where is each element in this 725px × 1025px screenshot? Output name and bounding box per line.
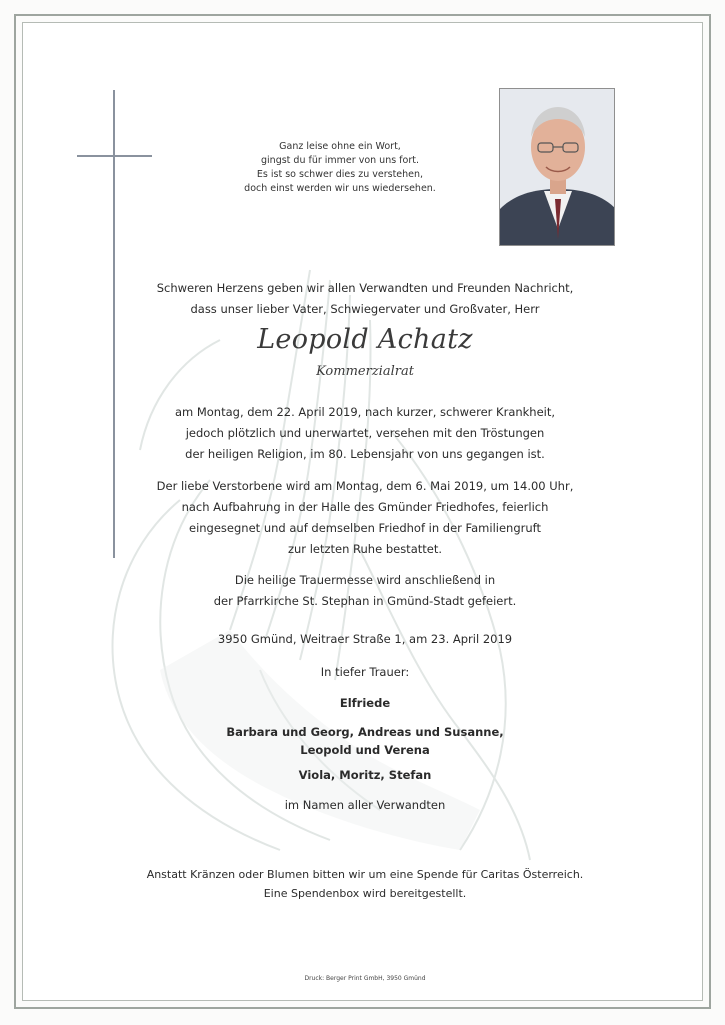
mass-line: Die heilige Trauermesse wird anschließend in xyxy=(234,573,496,587)
cross-horizontal-bar xyxy=(77,155,152,157)
mourner-children-line: Leopold und Verena xyxy=(300,743,430,757)
death-line: der heiligen Religion, im 80. Lebensjahr von uns gegangen ist. xyxy=(185,447,545,461)
donation-line: Anstatt Kränzen oder Blumen bitten wir um eine Spende für Caritas Österreich. xyxy=(146,868,584,881)
mourning-heading xyxy=(100,662,630,683)
mourner-grandchildren-line: Viola, Moritz, Stefan xyxy=(298,768,432,782)
deceased-name: Leopold Achatz xyxy=(257,324,473,355)
mourner-spouse-name: Elfriede xyxy=(339,696,391,710)
donation-request xyxy=(100,865,630,903)
printer-credit: Druck: Berger Print GmbH, 3950 Gmünd xyxy=(304,975,426,982)
intro-text xyxy=(100,278,630,320)
funeral-line: Der liebe Verstorbene wird am Montag, dem 6. Mai 2019, um 14.00 Uhr, xyxy=(156,479,574,493)
poem-line: Ganz leise ohne ein Wort, xyxy=(279,141,401,152)
poem-line: Es ist so schwer dies zu verstehen, xyxy=(256,169,424,180)
mourner-grandchildren xyxy=(100,765,630,786)
death-notice xyxy=(100,402,630,465)
poem xyxy=(240,140,440,196)
donation-line: Eine Spendenbox wird bereitgestellt. xyxy=(263,887,467,900)
funeral-line: eingesegnet und auf demselben Friedhof in der Familiengruft xyxy=(189,521,541,535)
funeral-details xyxy=(100,476,630,560)
deceased-title: Kommerzialrat xyxy=(316,364,414,379)
mourner-children xyxy=(100,722,630,761)
address-line: 3950 Gmünd, Weitraer Straße 1, am 23. April 2019 xyxy=(217,632,513,646)
mass-details xyxy=(100,570,630,612)
intro-line: dass unser lieber Vater, Schwiegervater und Großvater, Herr xyxy=(190,302,540,316)
poem-line: gingst du für immer von uns fort. xyxy=(261,155,419,166)
intro-line: Schweren Herzens geben wir allen Verwandten und Freunden Nachricht, xyxy=(156,281,574,295)
mourner-relatives xyxy=(100,795,630,816)
poem-line: doch einst werden wir uns wiedersehen. xyxy=(244,183,436,194)
death-line: am Montag, dem 22. April 2019, nach kurzer, schwerer Krankheit, xyxy=(174,405,556,419)
mourner-spouse xyxy=(100,693,630,714)
portrait-illustration xyxy=(500,89,615,246)
mourner-children-line: Barbara und Georg, Andreas und Susanne, xyxy=(226,725,504,739)
portrait-photo xyxy=(499,88,615,246)
death-line: jedoch plötzlich und unerwartet, versehen mit den Tröstungen xyxy=(185,426,545,440)
mourner-relatives-line: im Namen aller Verwandten xyxy=(284,798,446,812)
mourning-heading-text: In tiefer Trauer: xyxy=(320,665,410,679)
funeral-line: nach Aufbahrung in der Halle des Gmünder Friedhofes, feierlich xyxy=(181,500,549,514)
mass-line: der Pfarrkirche St. Stephan in Gmünd-Stadt gefeiert. xyxy=(213,594,517,608)
address-date xyxy=(100,629,630,650)
funeral-line: zur letzten Ruhe bestattet. xyxy=(287,542,442,556)
